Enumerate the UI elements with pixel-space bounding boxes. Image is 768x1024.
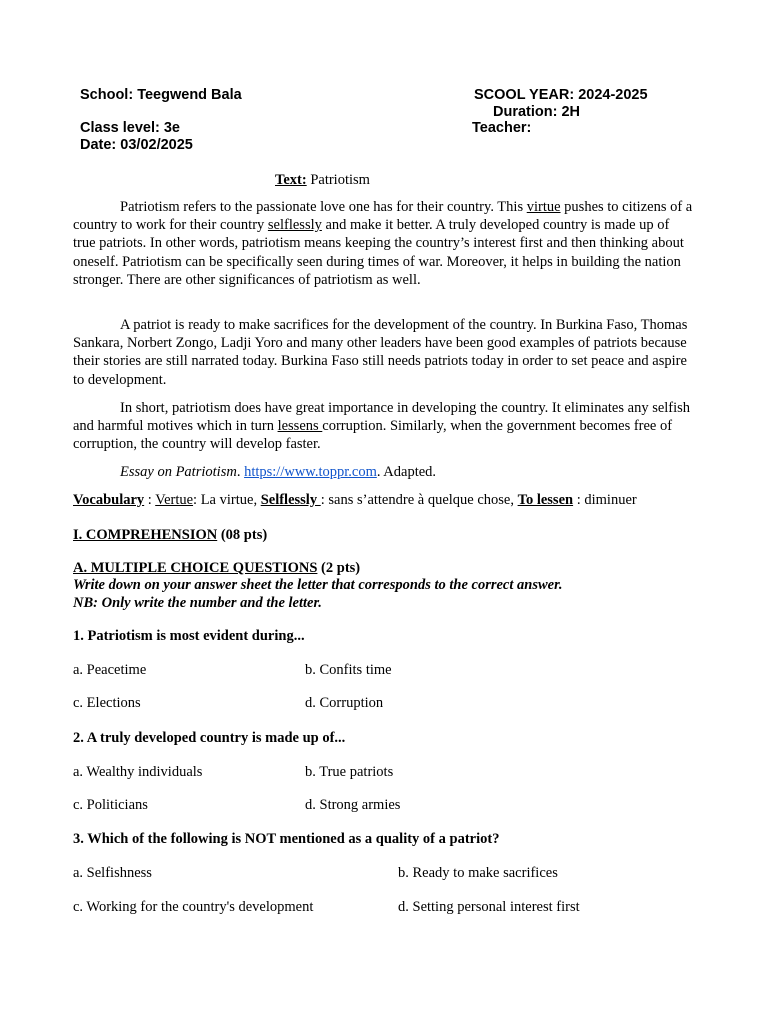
option-2c[interactable]: c. Politicians xyxy=(73,797,148,813)
option-2a[interactable]: a. Wealthy individuals xyxy=(73,764,203,780)
source-link[interactable]: https://www.toppr.com xyxy=(244,464,377,480)
teacher-line: Teacher: xyxy=(472,120,532,136)
duration-line: Duration: 2H xyxy=(493,104,581,120)
instruction-2: NB: Only write the number and the letter. xyxy=(73,595,322,611)
question-1-options-row-1 xyxy=(73,661,713,679)
paragraph-1: Patriotism refers to the passionate love one has for their country. This virtue pushes to citizens of a country to work for their country selflessly and make it better. A truly developed country is made up of true patriots. In other words, patriotism means keeping the country’s interest first and then thinking about oneself. Patriotism can be specifically seen during times of war. Moreover, it helps in building the nation stronger. There are other significances of patriotism as well. xyxy=(73,199,693,288)
question-1: 1. Patriotism is most evident during... xyxy=(73,628,305,644)
question-3-options-row-1 xyxy=(73,864,713,882)
school-year-line: SCOOL YEAR: 2024-2025 xyxy=(474,87,648,103)
section-comprehension-title: I. COMPREHENSION (08 pts) xyxy=(73,527,268,543)
question-1-options-row-2 xyxy=(73,694,713,712)
class-level-line: Class level: 3e xyxy=(80,120,180,136)
source-citation: Essay on Patriotism. https://www.toppr.com. Adapted. xyxy=(120,464,437,480)
option-2d[interactable]: d. Strong armies xyxy=(305,797,401,813)
text-heading: Text: Patriotism xyxy=(275,172,370,188)
option-1b[interactable]: b. Confits time xyxy=(305,662,392,678)
vocabulary-line: Vocabulary : Vertue: La virtue, Selflessly : sans s’attendre à quelque chose, To lessen : diminuer xyxy=(73,492,637,508)
instruction-1: Write down on your answer sheet the letter that corresponds to the correct answer. xyxy=(73,577,563,593)
option-3d[interactable]: d. Setting personal interest first xyxy=(398,899,580,915)
paragraph-2: A patriot is ready to make sacrifices for the development of the country. In Burkina Faso, Thomas Sankara, Norbert Zongo, Ladji Yoro and many other leaders have been good examples of patriots because their stories are still narrated today. Burkina Faso still needs patriots today in order to set peace and aspire to development. xyxy=(73,317,688,388)
question-2-options-row-1 xyxy=(73,763,713,781)
paragraph-3: In short, patriotism does have great importance in developing the country. It eliminates any selfish and harmful motives which in turn lessens corruption. Similarly, when the government becomes free of corruption, the country will develop faster. xyxy=(73,400,691,453)
section-mcq-title: A. MULTIPLE CHOICE QUESTIONS (2 pts) xyxy=(73,560,361,576)
school-line: School: Teegwend Bala xyxy=(80,87,242,103)
option-3a[interactable]: a. Selfishness xyxy=(73,865,152,881)
option-3b[interactable]: b. Ready to make sacrifices xyxy=(398,865,558,881)
question-2: 2. A truly developed country is made up of... xyxy=(73,730,346,746)
question-2-options-row-2 xyxy=(73,796,713,814)
option-1c[interactable]: c. Elections xyxy=(73,695,141,711)
question-3-options-row-2 xyxy=(73,898,713,916)
option-2b[interactable]: b. True patriots xyxy=(305,764,394,780)
question-3: 3. Which of the following is NOT mentioned as a quality of a patriot? xyxy=(73,831,500,847)
option-3c[interactable]: c. Working for the country's development xyxy=(73,899,314,915)
option-1a[interactable]: a. Peacetime xyxy=(73,662,147,678)
option-1d[interactable]: d. Corruption xyxy=(305,695,384,711)
date-line: Date: 03/02/2025 xyxy=(80,137,193,153)
